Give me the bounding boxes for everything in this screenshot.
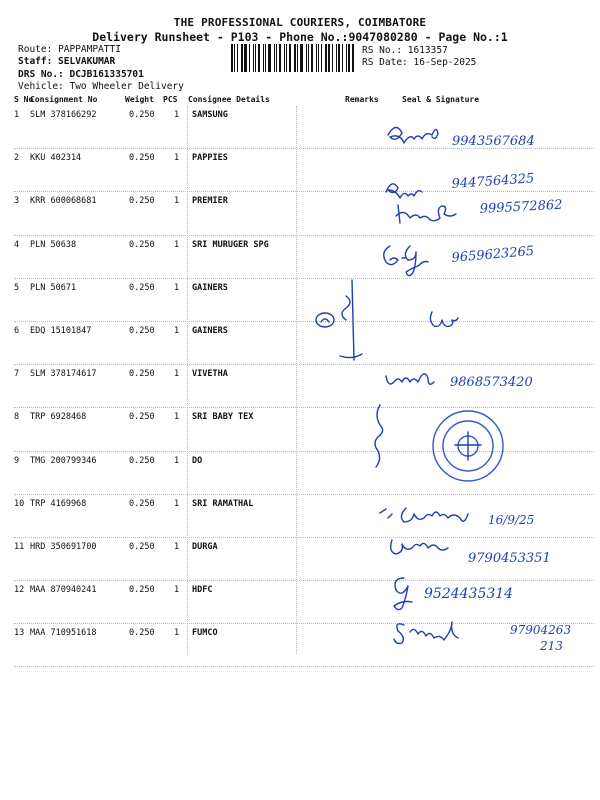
cell-consignee: PAPPIES [192,153,228,164]
cell-weight: 0.250 [129,541,155,552]
col-consignee-header: Consignee Details [188,95,270,104]
cell-sno: 7 [14,369,20,380]
signature-3 [396,198,563,223]
cell-consignment-no: MAA 710951618 [30,628,97,639]
cell-pcs: 1 [174,498,180,509]
signature-6 [430,312,458,326]
cell-consignment-no: TRP 4169968 [30,498,87,509]
cell-weight: 0.250 [129,412,155,423]
cell-pcs: 1 [174,369,180,380]
cell-consignment-no: TMG 200799346 [30,455,97,466]
cell-sno: 12 [14,585,25,596]
cell-consignee: PREMIER [192,196,228,207]
cell-consignment-no: TRP 6928468 [30,412,87,423]
cell-consignment-no: SLM 378174617 [30,369,97,380]
cell-pcs: 1 [174,239,180,250]
cell-consignee: FUMCO [192,628,218,639]
cell-consignee: SAMSUNG [192,110,228,120]
signature-phone-4: 9659623265 [451,243,535,266]
bracket-mark-1 [316,280,362,360]
cell-weight: 0.250 [129,498,155,509]
signature-phone-1: 9943567684 [452,134,535,149]
col-sno-header: S No [14,95,34,104]
col-weight-header: Weight [125,95,154,104]
cell-consignment-no: KKU 402314 [30,153,82,164]
cell-consignment-no: EDQ 15101847 [30,325,92,336]
signature-2 [386,171,535,198]
col-remarks-header: Remarks [345,95,379,104]
signature-12 [394,578,513,610]
signature-7 [386,374,533,390]
cell-consignment-no: KRR 600068681 [30,196,97,207]
cell-consignment-no: PLN 50638 [30,239,77,250]
cell-consignee: VIVETHA [192,369,228,380]
cell-sno: 3 [14,196,20,207]
cell-sno: 4 [14,239,20,250]
cell-pcs: 1 [174,153,180,164]
cell-pcs: 1 [174,325,180,336]
drs-number: DRS No.: DCJB161335701 [18,69,144,80]
cell-consignee: SRI MURUGER SPG [192,239,269,250]
col-pcs-header: PCS [163,95,178,104]
cell-consignee: HDFC [192,585,213,596]
cell-sno: 11 [14,541,25,552]
cell-weight: 0.250 [129,153,155,164]
cell-pcs: 1 [174,282,180,293]
cell-sno: 10 [14,498,25,509]
signature-10 [380,508,534,527]
cell-sno: 9 [14,455,20,466]
signature-phone-12: 9524435314 [424,586,514,602]
cell-consignee: GAINERS [192,325,228,336]
signature-phone-7: 9868573420 [450,375,533,390]
signature-1 [388,127,535,149]
signature-phone-13-a: 97904263 [510,623,572,637]
cell-pcs: 1 [174,196,180,207]
document-title: THE PROFESSIONAL COURIERS, COIMBATORE [173,16,427,29]
cell-consignment-no: HRD 350691700 [30,541,97,552]
cell-sno: 1 [14,110,20,120]
signature-11 [391,540,551,566]
cell-sno: 2 [14,153,20,164]
cell-weight: 0.250 [129,628,155,639]
cell-pcs: 1 [174,628,180,639]
bracket-mark-2 [375,405,383,467]
cell-pcs: 1 [174,455,180,466]
cell-sno: 13 [14,628,25,639]
signature-phone-11: 9790453351 [468,551,551,566]
cell-consignee: DO [192,455,203,466]
cell-weight: 0.250 [129,110,155,120]
cell-weight: 0.250 [129,325,155,336]
cell-weight: 0.250 [129,455,155,466]
cell-pcs: 1 [174,585,180,596]
cell-weight: 0.250 [129,282,155,293]
signature-phone-3: 9995572862 [479,197,563,217]
cell-weight: 0.250 [129,239,155,250]
cell-consignee: SRI BABY TEX [192,412,254,423]
cell-sno: 8 [14,412,20,423]
cell-weight: 0.250 [129,585,155,596]
rs-date: RS Date: 16-Sep-2025 [362,57,477,68]
col-consignment-header: Consignment No [30,95,98,104]
cell-consignment-no: SLM 378166292 [30,110,97,120]
staff-label: Staff: SELVAKUMAR [18,56,116,67]
signature-phone-13-b: 213 [540,639,563,653]
col-seal-header: Seal & Signature [402,95,480,104]
cell-sno: 5 [14,282,20,293]
signature-date-10: 16/9/25 [488,513,535,527]
vehicle-label: Vehicle: Two Wheeler Delivery [18,81,184,92]
company-stamp [433,411,503,481]
cell-consignee: SRI RAMATHAL [192,498,254,509]
cell-pcs: 1 [174,110,180,120]
runsheet-subtitle: Delivery Runsheet - P103 - Phone No.:9047080280 - Page No.:1 [92,30,508,44]
cell-pcs: 1 [174,541,180,552]
cell-consignment-no: MAA 870940241 [30,585,97,596]
rs-number: RS No.: 1613357 [362,45,448,56]
signature-4 [384,244,535,276]
cell-consignee: GAINERS [192,282,228,293]
cell-pcs: 1 [174,412,180,423]
cell-weight: 0.250 [129,196,155,207]
cell-sno: 6 [14,325,20,336]
signature-13 [394,622,571,653]
cell-consignment-no: PLN 50671 [30,282,77,293]
cell-consignee: DURGA [192,541,218,552]
cell-weight: 0.250 [129,369,155,380]
signature-phone-2: 9447564325 [451,171,535,192]
route-label: Route: PAPPAMPATTI [18,44,121,55]
